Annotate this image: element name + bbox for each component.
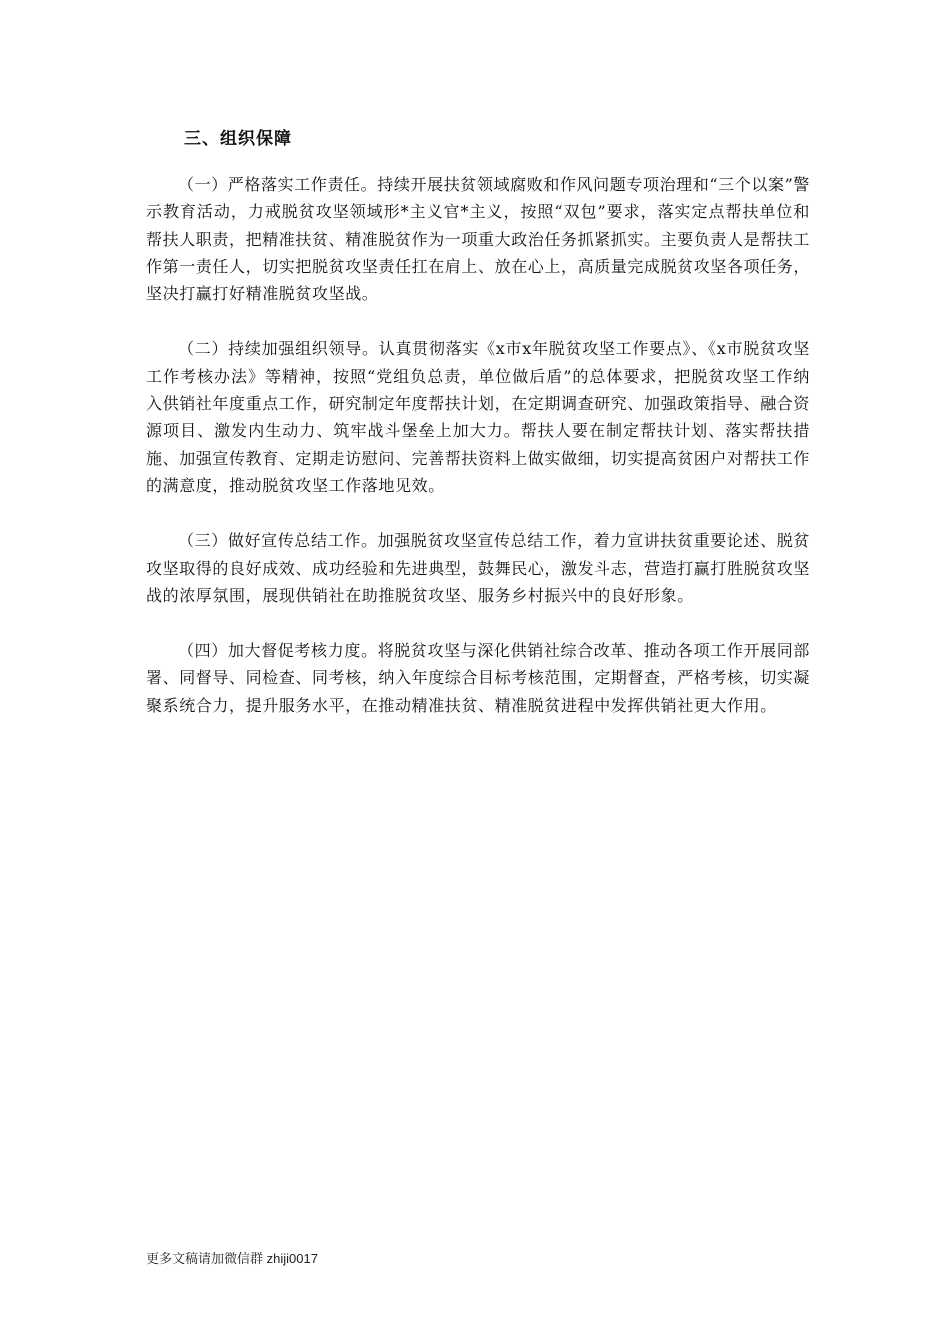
paragraph-organizational-leadership: （二）持续加强组织领导。认真贯彻落实《x市x年脱贫攻坚工作要点》、《x市脱贫攻坚工作考核办法》等精神，按照“党组负总责，单位做后盾”的总体要求，把脱贫攻坚工作纳入供销社年度重点工作，研究制定年度帮扶计划，在定期调查研究、加强政策指导、融合资源项目、激发内生动力、筑牢战斗堡垒上加大力。帮扶人要在制定帮扶计划、落实帮扶措施、加强宣传教育、定期走访慰问、完善帮扶资料上做实做细，切实提高贫困户对帮扶工作的满意度，推动脱贫攻坚工作落地见效。 <box>146 339 811 495</box>
footer-note: 更多文稿请加微信群 zhiji0017 <box>146 1251 318 1266</box>
document-body <box>146 124 810 747</box>
paragraph-publicity-summary: （三）做好宣传总结工作。加强脱贫攻坚宣传总结工作，着力宣讲扶贫重要论述、脱贫攻坚取得的良好成效、成功经验和先进典型，鼓舞民心，激发斗志，营造打赢打胜脱贫攻坚战的浓厚氛围，展现供销社在助推脱贫攻坚、服务乡村振兴中的良好形象。 <box>146 531 811 605</box>
paragraph-supervision-assessment: （四）加大督促考核力度。将脱贫攻坚与深化供销社综合改革、推动各项工作开展同部署、同督导、同检查、同考核，纳入年度综合目标考核范围，定期督查，严格考核，切实凝聚系统合力，提升服务水平，在推动精准扶贫、精准脱贫进程中发挥供销社更大作用。 <box>146 641 811 715</box>
section-heading: 三、组织保障 <box>184 129 292 149</box>
paragraph-work-responsibility: （一）严格落实工作责任。持续开展扶贫领域腐败和作风问题专项治理和“三个以案”警示教育活动，力戒脱贫攻坚领域形*主义官*主义，按照“双包”要求，落实定点帮扶单位和帮扶人职责，把精准扶贫、精准脱贫作为一项重大政治任务抓紧抓实。主要负责人是帮扶工作第一责任人，切实把脱贫攻坚责任扛在肩上、放在心上，高质量完成脱贫攻坚各项任务，坚决打赢打好精准脱贫攻坚战。 <box>146 175 811 304</box>
